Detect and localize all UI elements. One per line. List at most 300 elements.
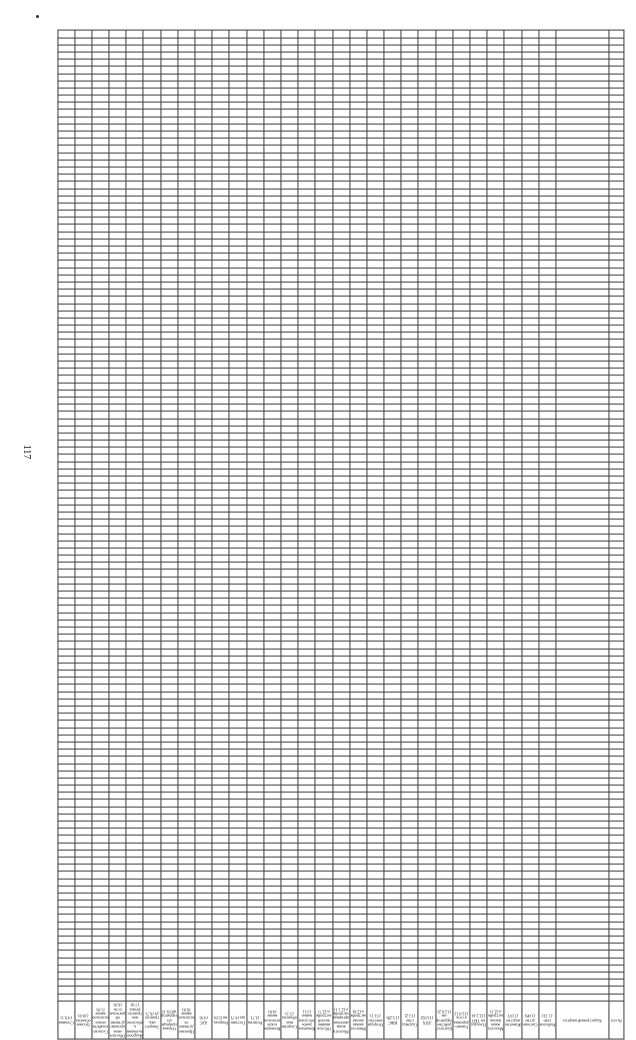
table-cell xyxy=(556,88,609,95)
table-cell xyxy=(539,742,556,749)
table-row xyxy=(58,210,624,217)
table-cell xyxy=(384,397,401,404)
table-cell xyxy=(522,261,539,268)
table-cell xyxy=(436,584,453,591)
table-cell xyxy=(401,778,418,785)
table-cell xyxy=(401,879,418,886)
table-cell xyxy=(58,131,75,138)
table-cell xyxy=(161,836,178,843)
table-cell xyxy=(333,534,350,541)
table-cell xyxy=(92,764,109,771)
table-cell xyxy=(453,325,470,332)
table-cell xyxy=(109,721,126,728)
table-cell xyxy=(522,318,539,325)
table-cell xyxy=(487,915,504,922)
table-cell xyxy=(487,649,504,656)
table-row xyxy=(58,526,624,533)
table-cell xyxy=(161,325,178,332)
table-cell xyxy=(229,534,246,541)
column-header-label: Многоэтажная жилая застройка (2.6) xyxy=(350,1009,367,1032)
table-cell xyxy=(126,390,143,397)
table-cell xyxy=(247,498,264,505)
table-cell xyxy=(58,88,75,95)
table-cell xyxy=(384,332,401,339)
table-cell xyxy=(315,936,332,943)
table-cell xyxy=(556,368,609,375)
table-row xyxy=(58,268,624,275)
table-cell xyxy=(178,871,195,878)
table-cell xyxy=(298,749,315,756)
table-cell xyxy=(350,943,367,950)
table-cell xyxy=(367,620,384,627)
table-row xyxy=(58,383,624,390)
table-cell xyxy=(247,66,264,73)
table-cell xyxy=(522,45,539,52)
table-cell xyxy=(470,419,487,426)
table-cell xyxy=(470,74,487,81)
table-cell xyxy=(109,95,126,102)
table-cell xyxy=(126,361,143,368)
table-cell xyxy=(195,965,212,972)
table-cell xyxy=(522,440,539,447)
table-cell xyxy=(315,225,332,232)
table-cell xyxy=(384,943,401,950)
table-cell xyxy=(384,886,401,893)
table-cell xyxy=(126,627,143,634)
table-cell xyxy=(298,268,315,275)
table-cell xyxy=(436,922,453,929)
column-header xyxy=(58,1001,75,1039)
table-cell xyxy=(126,807,143,814)
table-cell xyxy=(126,275,143,282)
table-cell xyxy=(281,462,298,469)
table-cell xyxy=(178,570,195,577)
table-cell xyxy=(195,232,212,239)
table-cell xyxy=(58,498,75,505)
table-cell xyxy=(247,843,264,850)
table-cell xyxy=(126,836,143,843)
table-cell xyxy=(539,491,556,498)
table-cell xyxy=(333,196,350,203)
table-cell xyxy=(350,871,367,878)
table-cell xyxy=(109,792,126,799)
table-cell xyxy=(470,864,487,871)
table-cell xyxy=(109,706,126,713)
table-cell xyxy=(229,649,246,656)
table-cell xyxy=(367,656,384,663)
table-cell xyxy=(418,390,435,397)
table-cell xyxy=(384,893,401,900)
table-cell xyxy=(229,340,246,347)
table-cell xyxy=(195,181,212,188)
table-cell xyxy=(195,498,212,505)
table-cell xyxy=(75,59,92,66)
table-cell xyxy=(367,713,384,720)
table-cell xyxy=(126,483,143,490)
table-cell xyxy=(609,756,624,763)
table-cell xyxy=(350,951,367,958)
column-header-label: Животноводство (1.07) xyxy=(504,1013,522,1028)
table-cell xyxy=(178,81,195,88)
table-cell xyxy=(281,332,298,339)
table-cell xyxy=(453,426,470,433)
table-row xyxy=(58,160,624,167)
table-cell xyxy=(212,771,229,778)
table-cell xyxy=(453,376,470,383)
table-cell xyxy=(401,792,418,799)
table-cell xyxy=(75,685,92,692)
table-cell xyxy=(522,419,539,426)
table-cell xyxy=(609,936,624,943)
table-cell xyxy=(161,66,178,73)
table-cell xyxy=(522,541,539,548)
table-cell xyxy=(556,541,609,548)
table-cell xyxy=(178,778,195,785)
table-cell xyxy=(281,879,298,886)
table-cell xyxy=(315,383,332,390)
table-cell xyxy=(384,843,401,850)
table-cell xyxy=(418,800,435,807)
table-cell xyxy=(126,670,143,677)
table-cell xyxy=(333,979,350,986)
table-cell xyxy=(264,181,281,188)
table-cell xyxy=(609,404,624,411)
table-cell xyxy=(247,102,264,109)
table-cell xyxy=(384,591,401,598)
table-cell xyxy=(436,526,453,533)
table-cell xyxy=(195,706,212,713)
table-cell xyxy=(264,261,281,268)
table-cell xyxy=(384,189,401,196)
table-cell xyxy=(229,836,246,843)
table-cell xyxy=(556,534,609,541)
table-cell xyxy=(504,922,521,929)
table-cell xyxy=(58,340,75,347)
table-cell xyxy=(58,38,75,45)
table-cell xyxy=(418,958,435,965)
table-cell xyxy=(504,929,521,936)
table-row xyxy=(58,994,624,1001)
table-cell xyxy=(58,419,75,426)
table-cell xyxy=(418,685,435,692)
table-cell xyxy=(504,893,521,900)
table-cell xyxy=(92,404,109,411)
table-cell xyxy=(212,289,229,296)
table-cell xyxy=(264,426,281,433)
table-cell xyxy=(384,570,401,577)
table-cell xyxy=(367,311,384,318)
table-cell xyxy=(143,864,160,871)
table-cell xyxy=(315,670,332,677)
table-cell xyxy=(504,706,521,713)
table-cell xyxy=(384,900,401,907)
table-cell xyxy=(264,685,281,692)
table-cell xyxy=(195,110,212,117)
table-cell xyxy=(281,886,298,893)
table-cell xyxy=(212,699,229,706)
table-cell xyxy=(556,986,609,993)
table-cell xyxy=(109,951,126,958)
table-cell xyxy=(453,570,470,577)
table-cell xyxy=(333,217,350,224)
table-cell xyxy=(75,721,92,728)
table-cell xyxy=(58,951,75,958)
table-cell xyxy=(264,512,281,519)
table-cell xyxy=(143,785,160,792)
table-cell xyxy=(161,419,178,426)
table-cell xyxy=(58,181,75,188)
table-cell xyxy=(436,986,453,993)
table-cell xyxy=(470,562,487,569)
table-cell xyxy=(195,289,212,296)
table-cell xyxy=(504,713,521,720)
table-cell xyxy=(126,296,143,303)
table-cell xyxy=(92,45,109,52)
table-cell xyxy=(229,864,246,871)
table-cell xyxy=(58,505,75,512)
table-cell xyxy=(333,332,350,339)
table-cell xyxy=(333,857,350,864)
table-cell xyxy=(281,577,298,584)
table-cell xyxy=(384,562,401,569)
table-cell xyxy=(609,239,624,246)
table-cell xyxy=(453,965,470,972)
table-cell xyxy=(539,879,556,886)
table-cell xyxy=(436,548,453,555)
table-cell xyxy=(229,713,246,720)
table-cell xyxy=(247,958,264,965)
table-cell xyxy=(126,641,143,648)
table-cell xyxy=(75,785,92,792)
table-row xyxy=(58,232,624,239)
table-row xyxy=(58,778,624,785)
table-cell xyxy=(367,225,384,232)
table-cell xyxy=(195,138,212,145)
table-cell xyxy=(109,649,126,656)
table-cell xyxy=(401,512,418,519)
table-cell xyxy=(350,469,367,476)
table-cell xyxy=(556,800,609,807)
table-cell xyxy=(281,102,298,109)
table-cell xyxy=(264,210,281,217)
table-cell xyxy=(247,598,264,605)
table-cell xyxy=(522,491,539,498)
table-cell xyxy=(556,426,609,433)
table-cell xyxy=(522,699,539,706)
table-cell xyxy=(350,426,367,433)
table-cell xyxy=(333,649,350,656)
table-cell xyxy=(281,174,298,181)
table-cell xyxy=(229,620,246,627)
table-cell xyxy=(143,210,160,217)
table-cell xyxy=(504,728,521,735)
table-cell xyxy=(470,677,487,684)
table-cell xyxy=(315,584,332,591)
table-cell xyxy=(178,225,195,232)
table-cell xyxy=(298,792,315,799)
table-cell xyxy=(178,857,195,864)
table-cell xyxy=(350,52,367,59)
table-cell xyxy=(556,879,609,886)
table-cell xyxy=(384,38,401,45)
table-cell xyxy=(556,138,609,145)
table-cell xyxy=(161,203,178,210)
table-cell xyxy=(453,361,470,368)
table-row xyxy=(58,598,624,605)
table-cell xyxy=(315,627,332,634)
table-cell xyxy=(58,117,75,124)
table-cell xyxy=(109,555,126,562)
table-cell xyxy=(178,785,195,792)
table-cell xyxy=(315,972,332,979)
table-cell xyxy=(556,433,609,440)
table-cell xyxy=(109,88,126,95)
table-cell xyxy=(229,275,246,282)
table-cell xyxy=(75,368,92,375)
table-cell xyxy=(126,864,143,871)
table-cell xyxy=(453,871,470,878)
table-cell xyxy=(126,455,143,462)
table-cell xyxy=(504,95,521,102)
table-cell xyxy=(367,95,384,102)
table-cell xyxy=(109,756,126,763)
table-cell xyxy=(522,203,539,210)
table-cell xyxy=(92,692,109,699)
table-cell xyxy=(58,160,75,167)
table-cell xyxy=(350,397,367,404)
table-cell xyxy=(436,958,453,965)
table-cell xyxy=(178,138,195,145)
table-cell xyxy=(229,512,246,519)
table-cell xyxy=(436,893,453,900)
table-cell xyxy=(58,426,75,433)
table-cell xyxy=(539,95,556,102)
table-cell xyxy=(178,958,195,965)
table-cell xyxy=(178,455,195,462)
table-cell xyxy=(178,347,195,354)
table-cell xyxy=(126,548,143,555)
table-cell xyxy=(75,570,92,577)
table-cell xyxy=(384,663,401,670)
table-cell xyxy=(315,332,332,339)
table-cell xyxy=(384,519,401,526)
table-cell xyxy=(350,268,367,275)
table-cell xyxy=(161,505,178,512)
table-cell xyxy=(487,124,504,131)
table-cell xyxy=(247,483,264,490)
table-cell xyxy=(281,900,298,907)
table-cell xyxy=(161,771,178,778)
table-cell xyxy=(487,160,504,167)
table-cell xyxy=(143,160,160,167)
table-cell xyxy=(367,598,384,605)
table-row xyxy=(58,246,624,253)
table-cell xyxy=(58,871,75,878)
table-cell xyxy=(298,325,315,332)
table-cell xyxy=(436,850,453,857)
table-cell xyxy=(315,692,332,699)
table-cell xyxy=(92,641,109,648)
table-cell xyxy=(436,555,453,562)
table-cell xyxy=(58,843,75,850)
table-cell xyxy=(333,210,350,217)
table-cell xyxy=(229,167,246,174)
table-cell xyxy=(212,476,229,483)
table-cell xyxy=(522,519,539,526)
table-cell xyxy=(58,986,75,993)
table-cell xyxy=(75,440,92,447)
table-cell xyxy=(436,943,453,950)
table-cell xyxy=(126,555,143,562)
table-cell xyxy=(418,598,435,605)
table-cell xyxy=(109,160,126,167)
table-cell xyxy=(418,864,435,871)
table-cell xyxy=(58,620,75,627)
table-cell xyxy=(281,850,298,857)
table-cell xyxy=(350,304,367,311)
table-cell xyxy=(247,994,264,1001)
table-cell xyxy=(522,749,539,756)
table-cell xyxy=(75,282,92,289)
column-header xyxy=(333,1001,350,1039)
table-cell xyxy=(487,778,504,785)
table-cell xyxy=(418,45,435,52)
table-cell xyxy=(522,426,539,433)
table-cell xyxy=(195,951,212,958)
table-cell xyxy=(92,979,109,986)
table-cell xyxy=(281,742,298,749)
table-cell xyxy=(161,440,178,447)
table-cell xyxy=(556,167,609,174)
table-cell xyxy=(229,225,246,232)
table-cell xyxy=(75,843,92,850)
table-cell xyxy=(126,735,143,742)
table-cell xyxy=(367,275,384,282)
table-cell xyxy=(247,340,264,347)
table-cell xyxy=(212,124,229,131)
table-cell xyxy=(315,282,332,289)
table-cell xyxy=(195,534,212,541)
table-cell xyxy=(556,713,609,720)
table-cell xyxy=(556,160,609,167)
table-cell xyxy=(487,332,504,339)
table-cell xyxy=(298,354,315,361)
table-cell xyxy=(315,915,332,922)
table-cell xyxy=(315,728,332,735)
table-row xyxy=(58,411,624,418)
table-cell xyxy=(264,965,281,972)
table-cell xyxy=(367,52,384,59)
table-cell xyxy=(453,31,470,38)
table-cell xyxy=(401,857,418,864)
table-cell xyxy=(470,871,487,878)
table-cell xyxy=(350,383,367,390)
table-cell xyxy=(609,620,624,627)
table-cell xyxy=(247,721,264,728)
table-cell xyxy=(418,404,435,411)
table-cell xyxy=(143,304,160,311)
table-cell xyxy=(212,296,229,303)
table-cell xyxy=(126,447,143,454)
table-cell xyxy=(92,261,109,268)
table-cell xyxy=(384,469,401,476)
table-cell xyxy=(264,203,281,210)
table-row xyxy=(58,900,624,907)
table-cell xyxy=(281,81,298,88)
table-cell xyxy=(161,519,178,526)
table-cell xyxy=(161,584,178,591)
table-cell xyxy=(298,606,315,613)
